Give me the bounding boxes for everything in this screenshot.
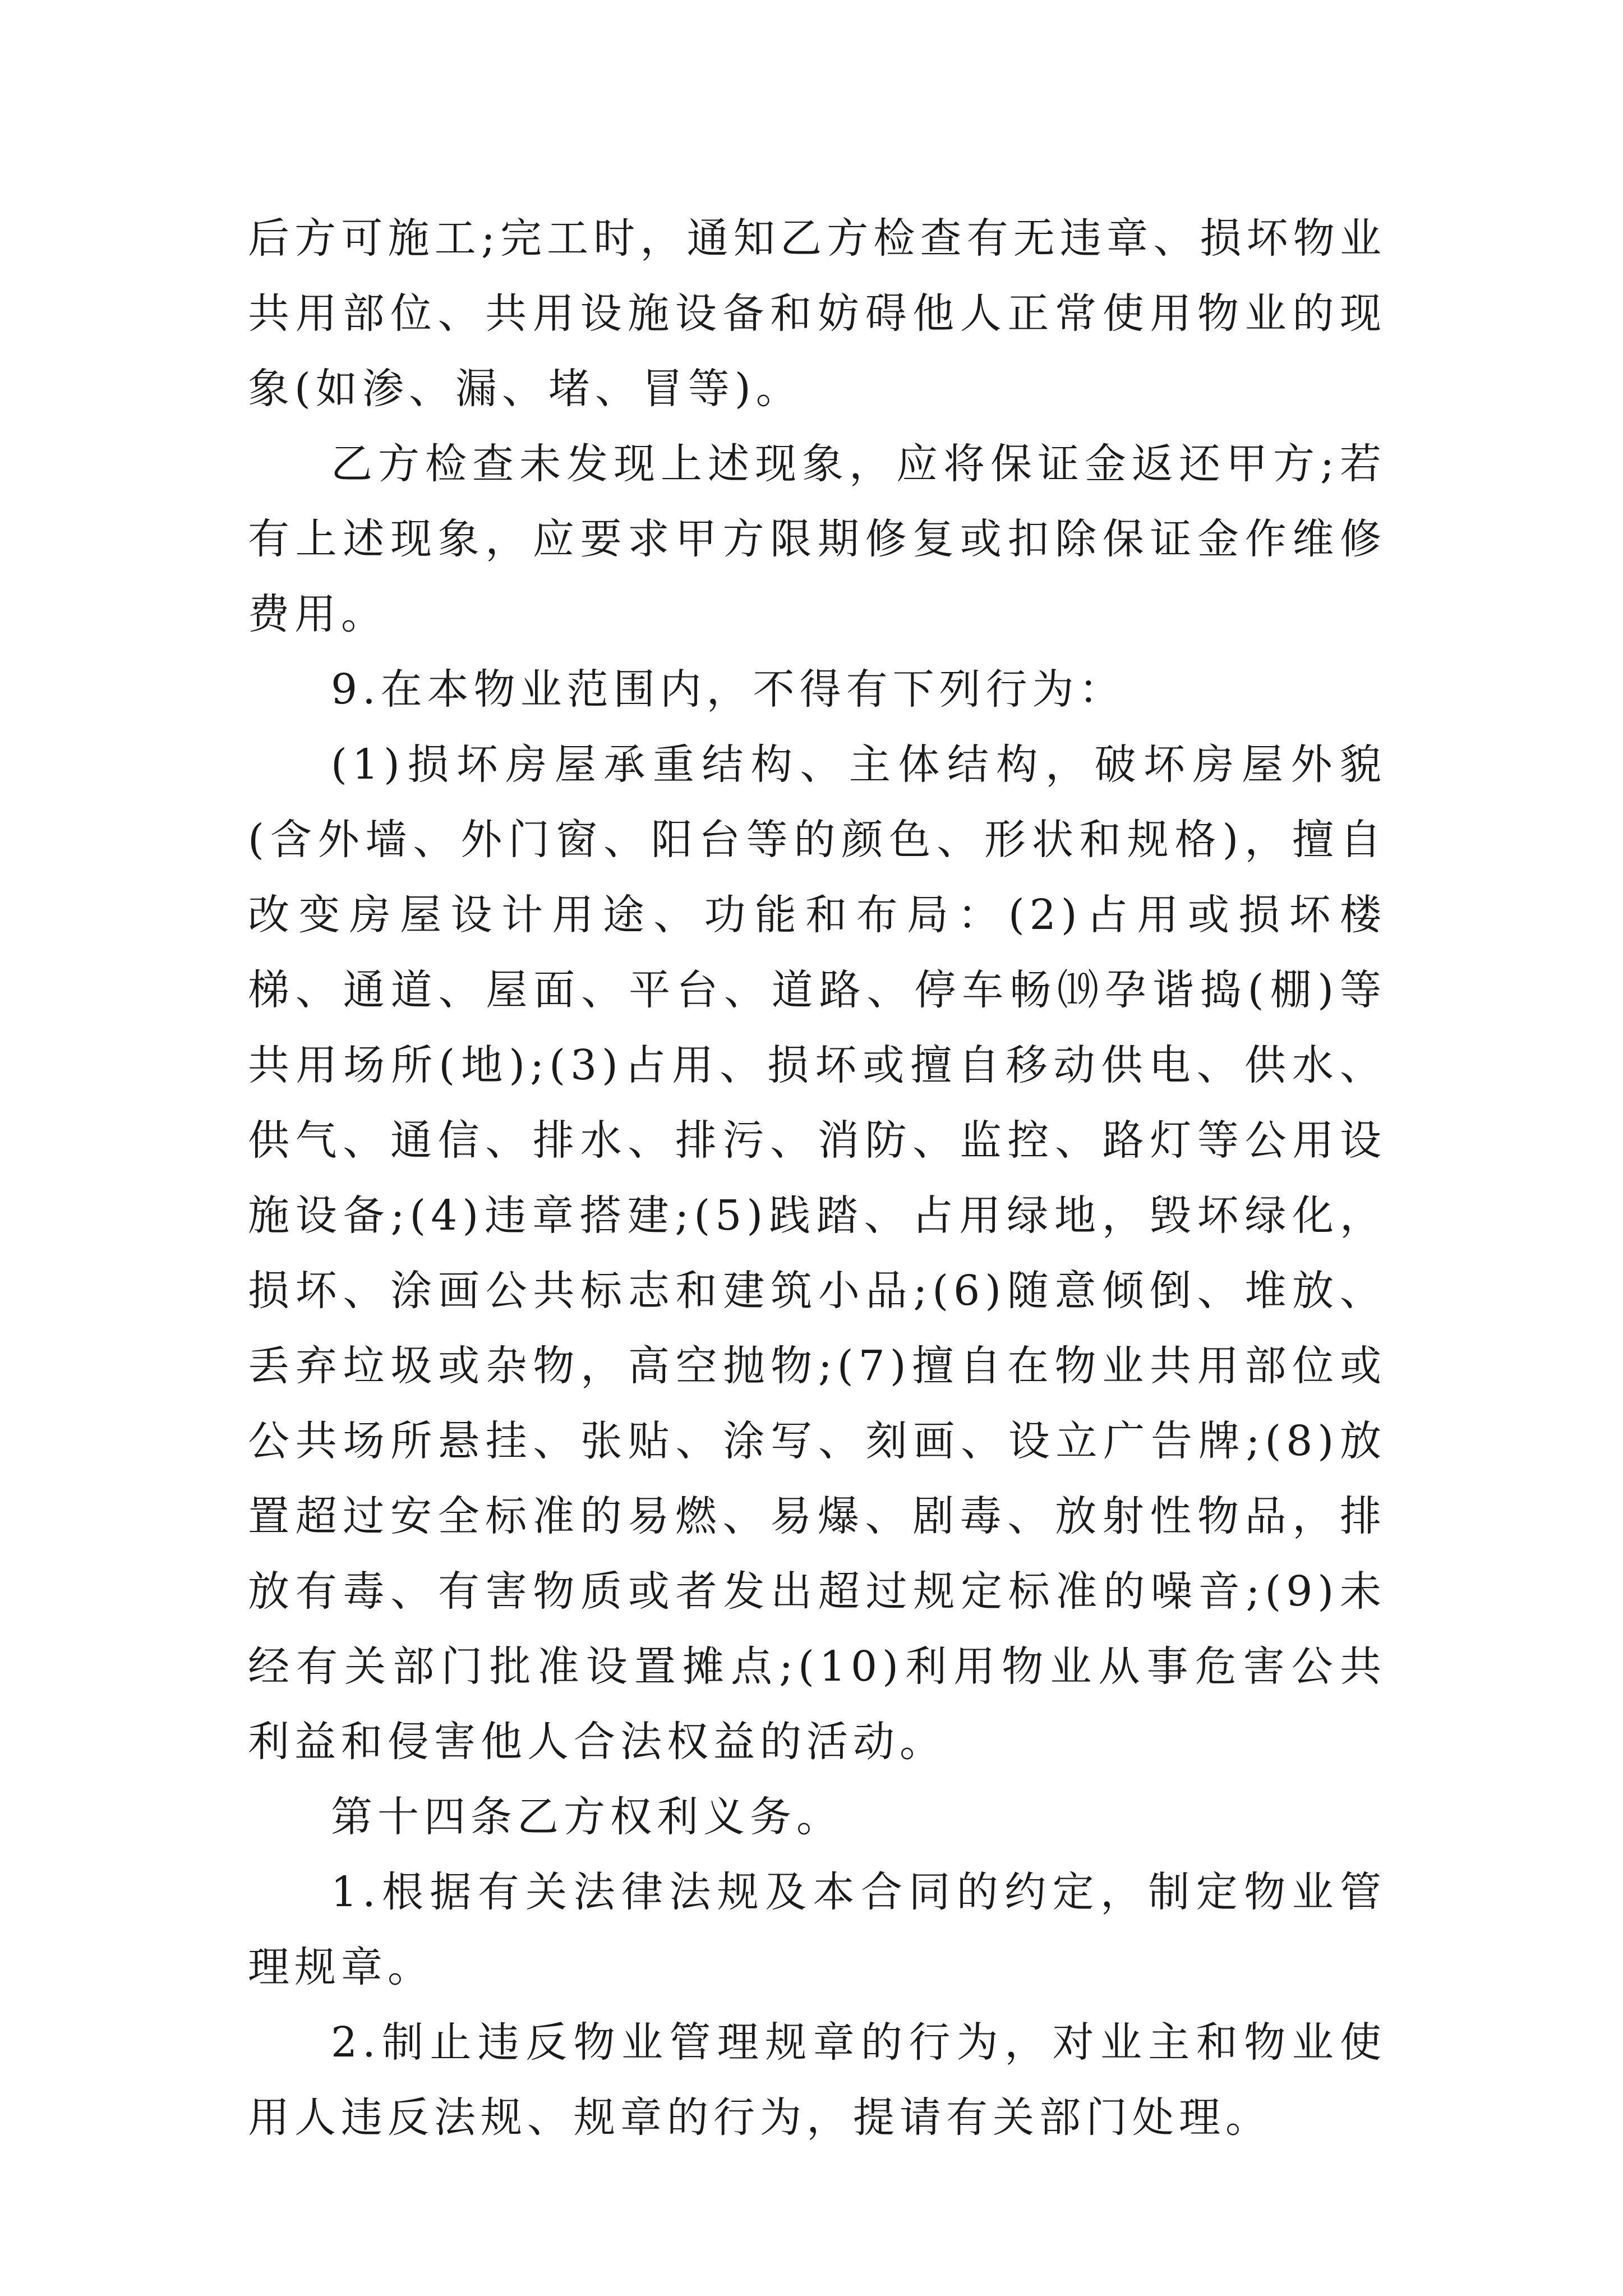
paragraph-prohibited-acts: (1)损坏房屋承重结构、主体结构，破坏房屋外貌(含外墙、外门窗、阳台等的颜色、形状和规格)，擅自改变房屋设计用途、功能和布局：(2)占用或损坏楼梯、通道、屋面、平台、道路、停车畅⒆孕谐捣(棚)等共用场所(地);(3)占用、损坏或擅自移动供电、供水、供气、通信、排水、排污、消防、监控、路灯等公用设施设备;(4)违章搭建;(5)践踏、占用绿地，毁坏绿化，损坏、涂画公共标志和建筑小品;(6)随意倾倒、堆放、丢弃垃圾或杂物，高空抛物;(7)擅自在物业共用部位或公共场所悬挂、张贴、涂写、刻画、设立广告牌;(8)放置超过安全标准的易燃、易爆、剧毒、放射性物品，排放有毒、有害物质或者发出超过规定标准的噪音;(9)未经有关部门批准设置摊点;(10)利用物业从事危害公共利益和侵害他人合法权益的活动。 (248, 740, 1386, 1766)
paragraph-article-14: 第十四条乙方权利义务。 (331, 1793, 843, 1841)
paragraph-item-9: 9.在本物业范围内，不得有下列行为： (331, 665, 1126, 714)
paragraph-construction-notice: 后方可施工;完工时，通知乙方检查有无违章、损坏物业共用部位、共用设施设备和妨碍他人正常使用物业的现象(如渗、漏、堵、冒等)。 (248, 214, 1386, 413)
paragraph-item-2: 2.制止违反物业管理规章的行为，对业主和物业使用人违反法规、规章的行为，提请有关部门处理。 (248, 2018, 1386, 2142)
paragraph-deposit-return: 乙方检查未发现上述现象，应将保证金返还甲方;若有上述现象，应要求甲方限期修复或扣除保证金作维修费用。 (248, 440, 1386, 638)
document-body (248, 201, 1386, 2155)
paragraph-item-1: 1.根据有关法律法规及本合同的约定，制定物业管理规章。 (248, 1868, 1386, 1991)
